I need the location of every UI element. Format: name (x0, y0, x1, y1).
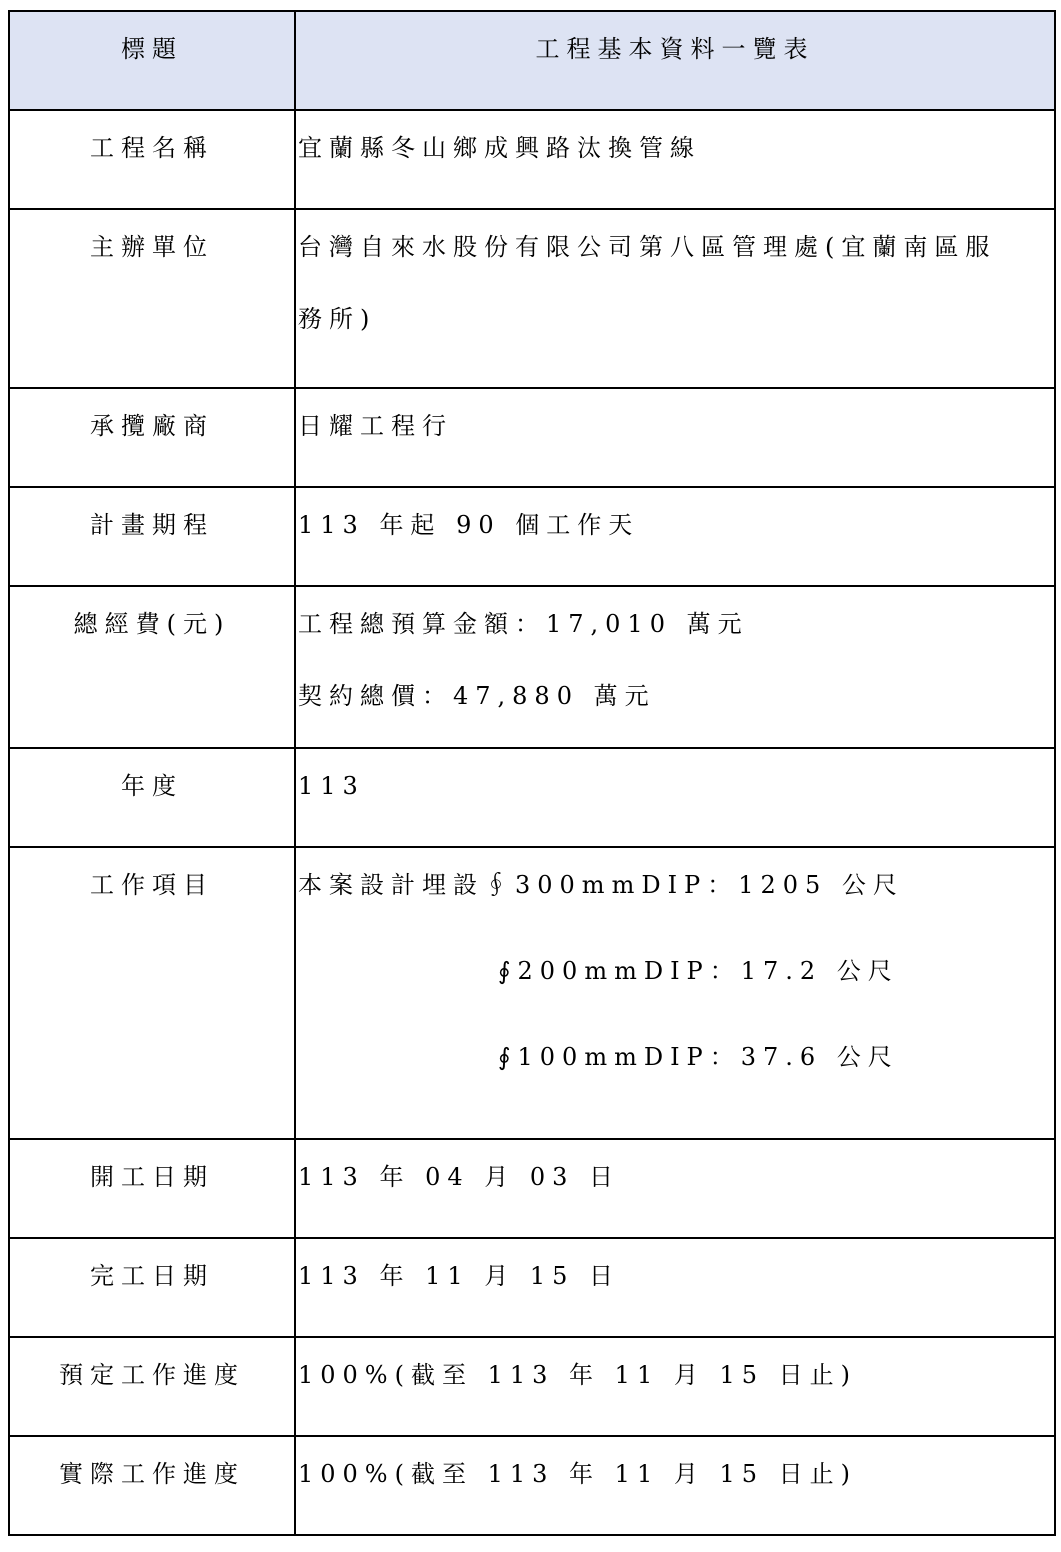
value-cell (295, 209, 1055, 388)
table-header-row (9, 11, 1055, 110)
row-value-line-1: 本案設計埋設∮300mmDIP：1205 公尺 (298, 871, 904, 899)
row-value-line-1: 台灣自來水股份有限公司第八區管理處(宜蘭南區服 (298, 233, 997, 261)
table-row-budget (9, 586, 1055, 748)
row-value-line-2: ∮200mmDIP：17.2 公尺 (498, 957, 899, 985)
row-label: 計畫期程 (90, 511, 214, 539)
label-cell (9, 748, 295, 847)
row-label: 預定工作進度 (59, 1361, 245, 1389)
label-cell (9, 110, 295, 209)
label-cell (9, 487, 295, 586)
row-label: 年度 (121, 772, 183, 800)
label-cell (9, 388, 295, 487)
row-value-line-3: ∮100mmDIP：37.6 公尺 (498, 1043, 899, 1071)
row-value: 113 年 04 月 03 日 (298, 1163, 621, 1191)
row-value: 宜蘭縣冬山鄉成興路汰換管線 (298, 134, 701, 162)
label-cell (9, 1337, 295, 1436)
label-cell (9, 1139, 295, 1238)
header-title-label: 標題 (121, 35, 183, 63)
table-row-end-date (9, 1238, 1055, 1337)
value-cell (295, 1337, 1055, 1436)
value-cell (295, 1238, 1055, 1337)
row-label: 完工日期 (90, 1262, 214, 1290)
label-cell (9, 1238, 295, 1337)
label-cell (9, 1436, 295, 1535)
table-row-contractor (9, 388, 1055, 487)
project-info-table (8, 10, 1056, 1536)
table-row-planned-progress (9, 1337, 1055, 1436)
table-row-schedule (9, 487, 1055, 586)
label-cell (9, 209, 295, 388)
header-table-name: 工程基本資料一覽表 (535, 35, 815, 63)
value-cell (295, 487, 1055, 586)
header-cell-title (9, 11, 295, 110)
value-cell (295, 586, 1055, 748)
row-label: 開工日期 (90, 1163, 214, 1191)
value-cell (295, 388, 1055, 487)
row-value: 日耀工程行 (298, 412, 453, 440)
row-label: 主辦單位 (90, 233, 214, 261)
label-cell (9, 847, 295, 1139)
header-cell-table-name (295, 11, 1055, 110)
row-label: 承攬廠商 (90, 412, 214, 440)
value-cell (295, 847, 1055, 1139)
value-cell (295, 1436, 1055, 1535)
row-value-line-2: 契約總價：47,880 萬元 (298, 682, 656, 710)
table-row-year (9, 748, 1055, 847)
table-row-project-name (9, 110, 1055, 209)
row-value: 113 年 11 月 15 日 (298, 1262, 621, 1290)
value-cell (295, 110, 1055, 209)
table-row-work-items (9, 847, 1055, 1139)
table-row-actual-progress (9, 1436, 1055, 1535)
table-row-start-date (9, 1139, 1055, 1238)
value-cell (295, 1139, 1055, 1238)
row-label: 工程名稱 (90, 134, 214, 162)
label-cell (9, 586, 295, 748)
table-row-organizer (9, 209, 1055, 388)
row-label: 工作項目 (90, 871, 214, 899)
row-value: 113 (298, 772, 365, 800)
row-value-line-2: 務所) (298, 305, 377, 333)
row-label: 總經費(元) (73, 610, 231, 638)
row-label: 實際工作進度 (59, 1460, 245, 1488)
row-value: 100%(截至 113 年 11 月 15 日止) (298, 1361, 857, 1389)
value-cell (295, 748, 1055, 847)
row-value-line-1: 工程總預算金額：17,010 萬元 (298, 610, 749, 638)
row-value: 113 年起 90 個工作天 (298, 511, 640, 539)
row-value: 100%(截至 113 年 11 月 15 日止) (298, 1460, 857, 1488)
